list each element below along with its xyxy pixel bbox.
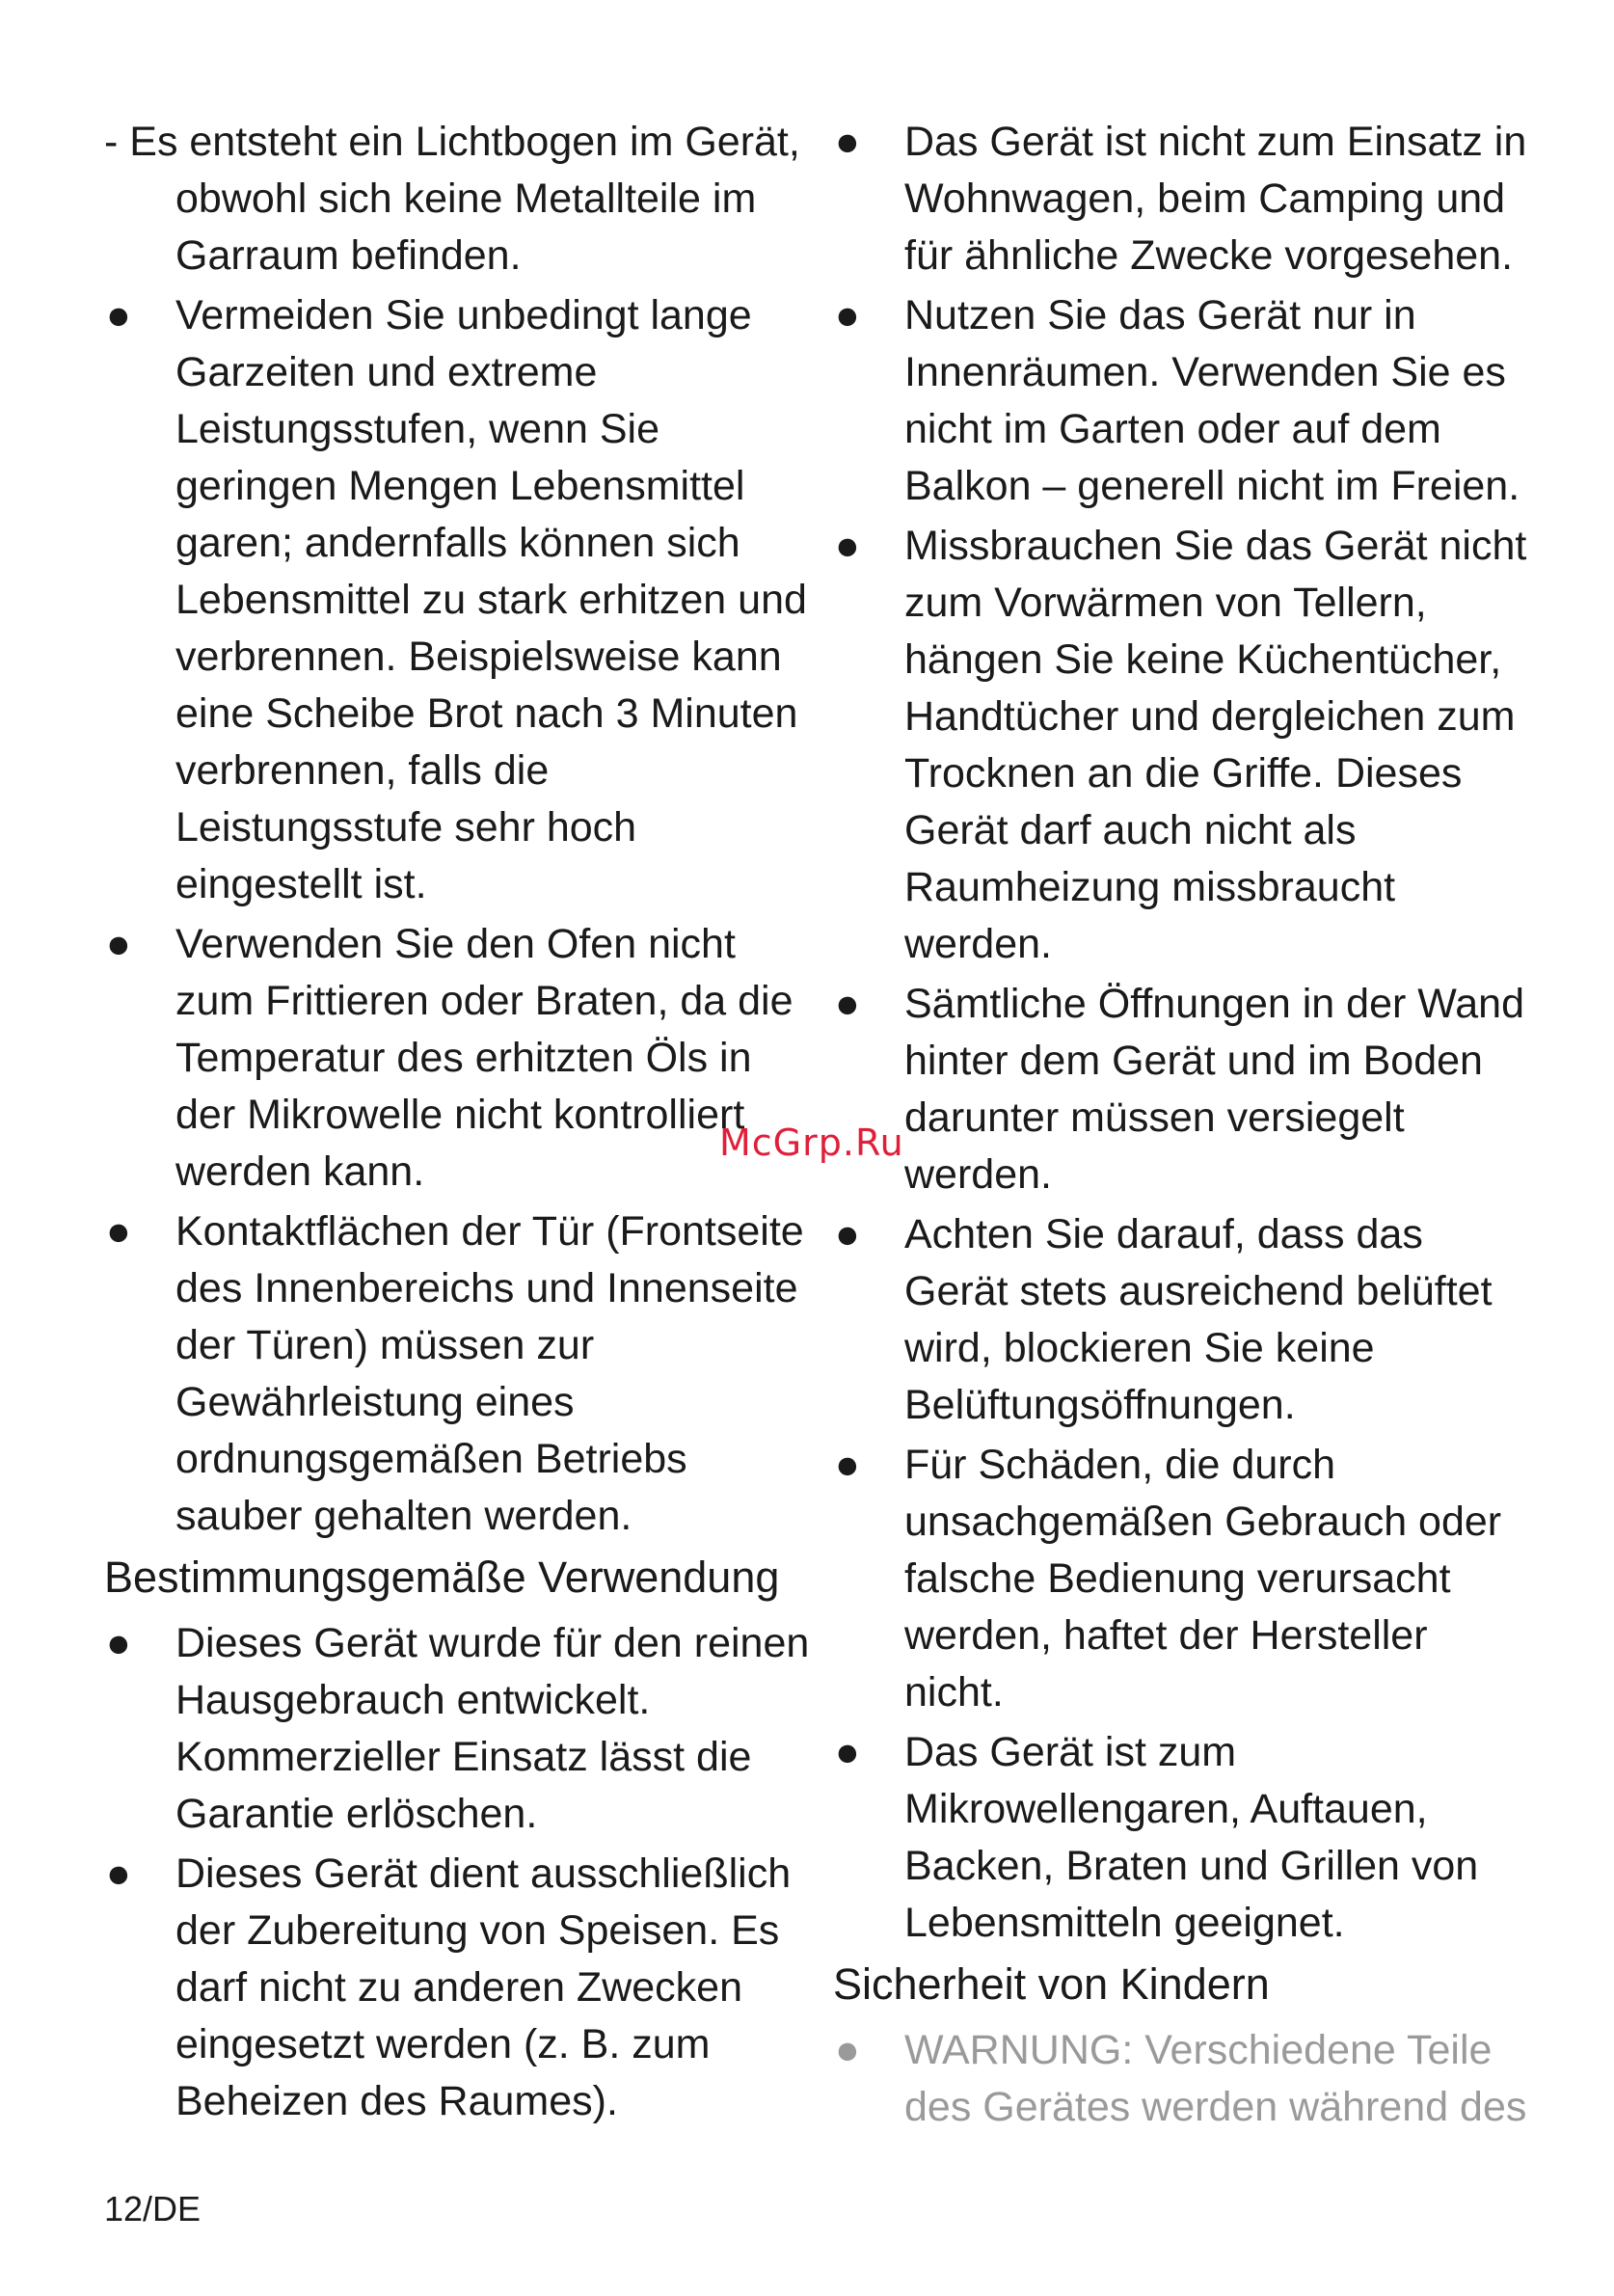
list-item-text: Achten Sie darauf, dass das Gerät stets ausreichend belüftet wird, blockieren Sie keine Belüftungsöffnungen. <box>904 1211 1493 1428</box>
section-heading-intended-use: Bestimmungsgemäße Verwendung <box>104 1553 780 1602</box>
list-item-text: Sämtliche Öffnungen in der Wand hinter dem Gerät und im Boden darunter müssen versiegelt werden. <box>904 981 1524 1198</box>
list-item <box>833 1724 1537 1952</box>
list-item <box>104 1846 818 2130</box>
bullet-icon: ● <box>835 1211 860 1257</box>
bullet-icon: ● <box>835 2027 860 2073</box>
list-item-text: Dieses Gerät wurde für den reinen Hausgebrauch entwickelt. Kommerzieller Einsatz lässt die Garantie erlöschen. <box>175 1620 810 1837</box>
bullet-icon: ● <box>106 1620 131 1666</box>
list-item <box>833 518 1537 973</box>
list-item <box>104 1615 818 1843</box>
bullet-icon: ● <box>835 981 860 1027</box>
right-column <box>833 114 1537 2139</box>
list-item-text: Nutzen Sie das Gerät nur in Innenräumen. Verwenden Sie es nicht im Garten oder auf dem Balkon – generell nicht im Freien. <box>904 292 1520 509</box>
list-item <box>833 976 1537 1203</box>
list-item <box>833 287 1537 515</box>
list-item-text: Verwenden Sie den Ofen nicht zum Frittieren oder Braten, da die Temperatur des erhitzten Öls in der Mikrowelle nicht kontrolliert werden kann. <box>175 921 794 1195</box>
bullet-icon: ● <box>106 921 131 967</box>
watermark: McGrp.Ru <box>719 1121 904 1164</box>
bullet-icon: ● <box>835 1729 860 1775</box>
bullet-icon: ● <box>106 1208 131 1255</box>
section-heading-child-safety: Sicherheit von Kindern <box>833 1959 1270 2009</box>
bullet-icon: ● <box>835 523 860 569</box>
list-item-warning <box>833 2022 1537 2136</box>
list-item-text: Das Gerät ist nicht zum Einsatz in Wohnwagen, beim Camping und für ähnliche Zwecke vorgesehen. <box>904 119 1527 279</box>
bullet-icon: ● <box>835 1442 860 1488</box>
list-item: - Es entsteht ein Lichtbogen im Gerät, obwohl sich keine Metallteile im Garraum befinden. <box>104 119 800 279</box>
list-item-text: Für Schäden, die durch unsachgemäßen Gebrauch oder falsche Bedienung verursacht werden, haftet der Hersteller nicht. <box>904 1442 1502 1715</box>
list-item-text: Dieses Gerät dient ausschließlich der Zubereitung von Speisen. Es darf nicht zu anderen Zwecken eingesetzt werden (z. B. zum Beheizen des Raumes). <box>175 1850 792 2124</box>
list-item <box>833 114 1537 284</box>
page-number: 12/DE <box>104 2189 202 2228</box>
list-item <box>833 1206 1537 1434</box>
bullet-icon: ● <box>106 292 131 338</box>
left-column <box>104 114 818 2133</box>
list-item <box>104 916 818 1201</box>
list-item-text: Missbrauchen Sie das Gerät nicht zum Vorwärmen von Tellern, hängen Sie keine Küchentücher, Handtücher und dergleichen zum Trocknen an die Griffe. Dieses Gerät darf auch nicht als Raumheizung missbraucht werden. <box>904 523 1527 967</box>
bullet-icon: ● <box>106 1850 131 1897</box>
list-item <box>104 287 818 913</box>
list-item-text: Das Gerät ist zum Mikrowellengaren, Auftauen, Backen, Braten und Grillen von Lebensmitteln geeignet. <box>904 1729 1479 1946</box>
bullet-icon: ● <box>835 119 860 165</box>
warning-text: WARNUNG: Verschiedene Teile des Gerätes werden während des <box>904 2027 1527 2130</box>
list-item <box>104 1203 818 1545</box>
list-item-text: Kontaktflächen der Tür (Frontseite des Innenbereichs und Innenseite der Türen) müssen zur Gewährleistung eines ordnungsgemäßen Betriebs sauber gehalten werden. <box>175 1208 804 1539</box>
bullet-icon: ● <box>835 292 860 338</box>
list-item-text: Vermeiden Sie unbedingt lange Garzeiten und extreme Leistungsstufen, wenn Sie geringen Mengen Lebensmittel garen; andernfalls können sich Lebensmittel zu stark erhitzen und verbrennen. Beispielsweise kann eine Scheibe Brot nach 3 Minuten verbrennen, falls die Leistungsstufe sehr hoch eingestellt ist. <box>175 292 807 907</box>
list-item <box>833 1437 1537 1721</box>
